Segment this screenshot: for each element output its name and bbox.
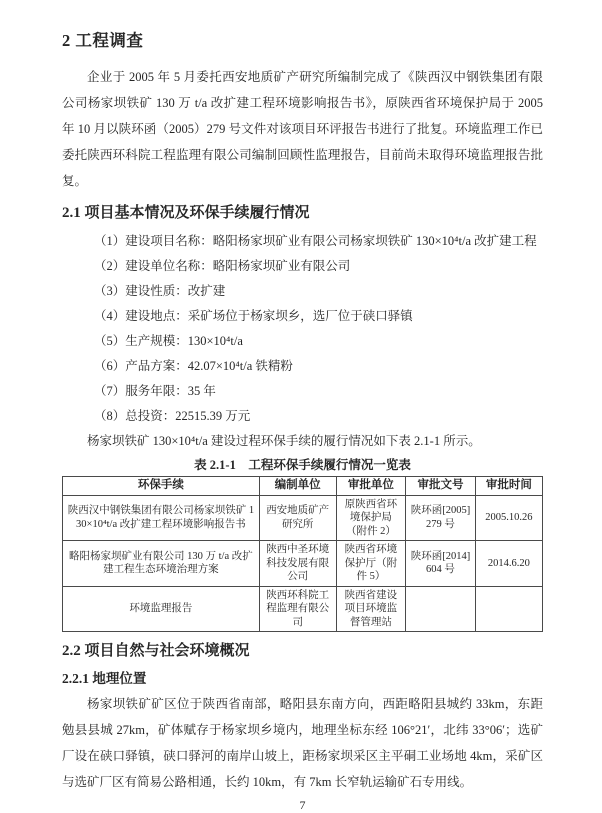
list-item-project-name: （1）建设项目名称：略阳杨家坝矿业有限公司杨家坝铁矿 130×10⁴t/a 改扩建工程 (94, 234, 537, 248)
column-header-approval-date: 审批时间 (475, 477, 542, 496)
cell-compiler: 西安地质矿产研究所 (259, 495, 336, 541)
list-item-service-years: （7）服务年限：35 年 (94, 384, 216, 398)
list-item-total-investment: （8）总投资：22515.39 万元 (94, 409, 251, 423)
list-item-location: （4）建设地点：采矿场位于杨家坝乡，选厂位于硖口驿镇 (94, 309, 413, 323)
cell-doc-number: 陕环函[2014]604 号 (406, 541, 476, 587)
table-leadin-paragraph: 杨家坝铁矿 130×10⁴t/a 建设过程环保手续的履行情况如下表 2.1-1 所示。 (87, 434, 481, 448)
eia-procedures-table (62, 476, 543, 632)
column-header-compiler: 编制单位 (259, 477, 336, 496)
cell-approval-date: 2014.6.20 (475, 541, 542, 587)
cell-doc-number: 陕环函[2005]279 号 (406, 495, 476, 541)
table-caption: 表 2.1-1 工程环保手续履行情况一览表 (194, 458, 411, 472)
cell-procedure: 略阳杨家坝矿业有限公司 130 万 t/a 改扩建工程生态环境治理方案 (63, 541, 260, 587)
table-row (63, 586, 543, 632)
section-heading-2-2: 2.2 项目自然与社会环境概况 (62, 643, 250, 659)
list-item-product-plan: （6）产品方案：42.07×10⁴t/a 铁精粉 (94, 359, 293, 373)
project-basics-list (62, 229, 543, 429)
cell-compiler: 陕西中圣环境科技发展有限公司 (259, 541, 336, 587)
column-header-doc-number: 审批文号 (406, 477, 476, 496)
cell-doc-number (406, 586, 476, 632)
table-header-row (63, 477, 543, 496)
list-item-builder-name: （2）建设单位名称：略阳杨家坝矿业有限公司 (94, 259, 351, 273)
cell-approver: 原陕西省环境保护局（附件 2） (336, 495, 406, 541)
table-row (63, 495, 543, 541)
column-header-procedure: 环保手续 (63, 477, 260, 496)
cell-approver: 陕西省建设项目环境监督管理站 (336, 586, 406, 632)
list-item-construction-nature: （3）建设性质：改扩建 (94, 284, 226, 298)
cell-compiler: 陕西环科院工程监理有限公司 (259, 586, 336, 632)
cell-approval-date: 2005.10.26 (475, 495, 542, 541)
section-heading-2-2-1: 2.2.1 地理位置 (62, 671, 147, 686)
cell-procedure: 环境监理报告 (63, 586, 260, 632)
cell-procedure: 陕西汉中钢铁集团有限公司杨家坝铁矿 130×10⁴t/a 改扩建工程环境影响报告书 (63, 495, 260, 541)
table-row (63, 541, 543, 587)
page-number: 7 (299, 798, 306, 812)
section-heading-2-1: 2.1 项目基本情况及环保手续履行情况 (62, 205, 310, 221)
section-heading-2: 2 工程调查 (62, 31, 144, 50)
intro-paragraph: 企业于 2005 年 5 月委托西安地质矿产研究所编制完成了《陕西汉中钢铁集团有限公司杨家坝铁矿 130 万 t/a 改扩建工程环境影响报告书》，原陕西省环境保护局于 2005 年 10 月以陕环函（2005）279 号文件对该项目环评报告书进行了批复。环境监理工作已委托陕西环科院工程监理有限公司编制回顾性监理报告，目前尚未取得环境监理报告批复。 (62, 70, 543, 188)
cell-approver: 陕西省环境保护厅（附件 5） (336, 541, 406, 587)
list-item-production-scale: （5）生产规模：130×10⁴t/a (94, 334, 243, 348)
column-header-approver: 审批单位 (336, 477, 406, 496)
location-paragraph: 杨家坝铁矿矿区位于陕西省南部，略阳县东南方向，西距略阳县城约 33km，东距勉县县城 27km，矿体赋存于杨家坝乡境内，地理坐标东经 106°21′，北纬 33°06′；选矿厂设在硖口驿镇，硖口驿河的南岸山坡上，距杨家坝采区主平硐工业场地 4km，采矿区与选矿厂区有简易公路相通，长约 10km，有 7km 长窄轨运输矿石专用线。 (62, 697, 543, 789)
cell-approval-date (475, 586, 542, 632)
